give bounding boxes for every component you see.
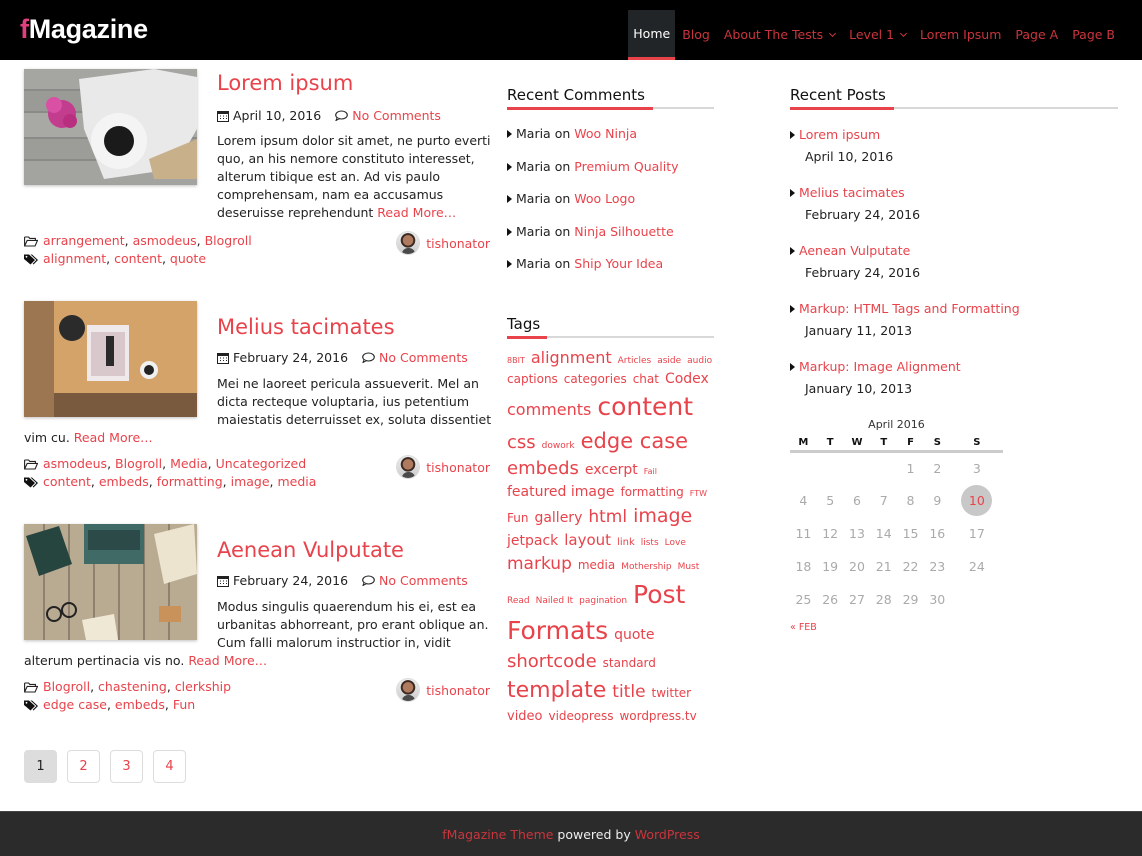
tag-cloud-link[interactable]: Post Formats xyxy=(507,579,686,645)
tags-icon xyxy=(24,254,38,265)
tag-cloud-link[interactable]: Mothership xyxy=(621,561,672,572)
tag-cloud-link[interactable]: comments xyxy=(507,400,592,420)
calendar-weekday: S xyxy=(924,435,951,451)
avatar xyxy=(396,678,420,702)
caret-right-icon xyxy=(790,131,795,139)
comments-link[interactable]: No Comments xyxy=(379,350,468,365)
site-logo[interactable]: fMagazine xyxy=(20,14,148,44)
author-link[interactable]: tishonator xyxy=(426,682,490,698)
calendar-day: 19 xyxy=(822,559,839,574)
comment-icon xyxy=(362,352,375,363)
recent-post-link[interactable]: Lorem ipsum xyxy=(799,127,881,142)
tag-link[interactable]: content xyxy=(114,251,162,266)
category-link[interactable]: arrangement xyxy=(43,233,125,248)
avatar xyxy=(396,231,420,255)
nav-lorem-ipsum[interactable]: Lorem Ipsum xyxy=(920,27,1002,42)
nav-page-a[interactable]: Page A xyxy=(1015,27,1059,42)
tag-cloud-link[interactable]: captions xyxy=(507,372,558,387)
calendar-day: 21 xyxy=(875,559,892,574)
calendar-weekday: F xyxy=(897,435,924,451)
calendar-day: 26 xyxy=(822,592,839,607)
tag-cloud-link[interactable]: video xyxy=(507,708,543,724)
post-taxonomy: Blogroll, chastening, clerkship edge case, embeds, Fun xyxy=(24,678,231,714)
main-nav xyxy=(628,10,1122,60)
post-author[interactable] xyxy=(396,455,490,479)
calendar-day: 4 xyxy=(799,493,808,508)
calendar-day xyxy=(870,451,897,484)
recent-comment-item: Maria on Woo Ninja xyxy=(507,124,714,157)
chevron-down-icon xyxy=(829,30,836,37)
calendar-day: 16 xyxy=(929,526,946,541)
site-footer: fMagazine Theme powered by WordPress xyxy=(0,811,1142,856)
tag-cloud-link[interactable]: dowork xyxy=(541,440,575,451)
calendar-day xyxy=(817,451,844,484)
post-meta xyxy=(217,573,468,588)
comment-icon xyxy=(335,110,348,121)
tag-link[interactable]: alignment xyxy=(43,251,107,266)
wordpress-link[interactable]: WordPress xyxy=(634,827,700,842)
calendar-weekday: T xyxy=(817,435,844,451)
calendar-widget xyxy=(790,418,1003,633)
recent-post-item: Markup: HTML Tags and Formatting January 11, 2013 xyxy=(790,298,1118,342)
post-author[interactable] xyxy=(396,231,490,255)
calendar-day: 25 xyxy=(795,592,812,607)
post-author[interactable] xyxy=(396,678,490,702)
calendar-icon xyxy=(217,110,229,122)
category-link[interactable]: clerkship xyxy=(174,679,232,694)
tag-cloud-link[interactable]: categories xyxy=(563,372,627,387)
tag-cloud-link[interactable]: videopress xyxy=(548,708,614,723)
comment-post-link[interactable]: Woo Logo xyxy=(574,191,636,206)
post-excerpt: Mei ne laoreet pericula assueverit. Mel an dicta recteque voluptaria, ius petentium maiestatis deterruisset ex, soluta dissentiet vim cu. Read More… xyxy=(24,376,492,445)
recent-post-item: Lorem ipsum April 10, 2016 xyxy=(790,124,1118,168)
calendar-day: 9 xyxy=(933,493,942,508)
tag-cloud-link[interactable]: shortcode xyxy=(507,651,597,672)
nav-level-1[interactable]: Level 1 xyxy=(842,10,913,60)
calendar-weekday: S xyxy=(951,435,1003,451)
calendar-caption: April 2016 xyxy=(868,418,925,431)
tag-cloud-link[interactable]: wordpress.tv xyxy=(619,708,697,723)
chevron-down-icon xyxy=(900,30,907,37)
category-link[interactable]: Uncategorized xyxy=(215,456,307,471)
tag-link[interactable]: edge case xyxy=(43,697,107,712)
calendar-day: 7 xyxy=(879,493,888,508)
post-date: February 24, 2016 xyxy=(233,350,349,365)
post-date: February 24, 2016 xyxy=(233,573,349,588)
calendar-weekday: M xyxy=(790,435,817,451)
author-link[interactable]: tishonator xyxy=(426,459,490,475)
calendar-day: 23 xyxy=(929,559,946,574)
calendar-day: 27 xyxy=(849,592,865,607)
comment-post-link[interactable]: Premium Quality xyxy=(574,158,679,174)
tag-cloud-link[interactable]: gallery xyxy=(534,509,583,526)
tag-cloud-link[interactable]: Codex xyxy=(664,371,709,388)
caret-right-icon xyxy=(790,363,795,371)
post-excerpt: Modus singulis quaerendum his ei, est ea urbanitas abhorreant, pro erant oblique an. Cum falli malorum instructior in, vidit alterum pertinacia vis no. Read More… xyxy=(24,599,489,668)
calendar-day: 13 xyxy=(849,526,865,541)
calendar-day: 28 xyxy=(875,592,892,607)
post-meta xyxy=(217,350,468,365)
calendar-weekday: W xyxy=(844,435,871,451)
tag-cloud-link[interactable]: Fun xyxy=(507,510,529,525)
calendar-day xyxy=(790,451,817,484)
page-4[interactable]: 4 xyxy=(153,750,186,783)
calendar-day: 8 xyxy=(906,493,915,508)
tag-cloud-link[interactable]: audio xyxy=(687,356,713,366)
recent-post-link[interactable]: Markup: Image Alignment xyxy=(799,359,961,374)
calendar-day: 29 xyxy=(902,592,919,607)
tag-cloud-link[interactable]: 8BIT xyxy=(507,356,525,365)
calendar-icon xyxy=(217,352,229,364)
tag-cloud-link[interactable]: Articles xyxy=(617,356,652,366)
calendar-weekday: T xyxy=(870,435,897,451)
calendar-day: 3 xyxy=(972,460,981,476)
calendar-day xyxy=(951,583,1003,616)
author-link[interactable]: tishonator xyxy=(426,235,490,251)
caret-right-icon xyxy=(507,130,512,138)
caret-right-icon xyxy=(790,247,795,255)
recent-comment-item: Maria on Woo Logo xyxy=(507,189,714,222)
page-1[interactable]: 1 xyxy=(24,750,57,783)
calendar-prev-month-link[interactable]: « FEB xyxy=(790,622,817,633)
caret-right-icon xyxy=(507,163,512,171)
recent-post-link[interactable]: Aenean Vulputate xyxy=(799,243,911,258)
folder-icon xyxy=(24,236,38,247)
tag-link[interactable]: Fun xyxy=(172,697,196,712)
calendar-day: 24 xyxy=(968,559,985,574)
tag-cloud-link[interactable]: link xyxy=(617,537,635,549)
tag-cloud-link[interactable]: template xyxy=(507,678,607,704)
tag-cloud-link[interactable]: pagination xyxy=(579,595,628,606)
nav-page-b[interactable]: Page B xyxy=(1072,27,1115,42)
recent-comment-item: Maria on Premium Quality xyxy=(507,157,714,190)
nav-about-the-tests[interactable]: About The Tests xyxy=(717,10,842,60)
tag-cloud-link[interactable]: Fail xyxy=(643,467,657,477)
post-card xyxy=(24,524,492,724)
tag-link[interactable]: image xyxy=(230,474,270,489)
tag-cloud-link[interactable]: Love xyxy=(664,538,686,549)
tag-cloud-link[interactable]: layout xyxy=(564,531,612,550)
read-more-link[interactable]: Read More… xyxy=(73,430,153,445)
tag-cloud-link[interactable]: standard xyxy=(602,656,656,670)
tag-cloud-link[interactable]: content xyxy=(597,392,694,422)
category-link[interactable]: Media xyxy=(170,456,208,471)
folder-icon xyxy=(24,459,38,470)
tags-icon xyxy=(24,700,38,711)
tag-cloud-link[interactable]: excerpt xyxy=(584,462,638,479)
post-card xyxy=(24,301,492,501)
calendar-day: 14 xyxy=(875,526,892,541)
folder-icon xyxy=(24,682,38,693)
nav-home[interactable]: Home xyxy=(628,10,675,60)
tag-cloud-link[interactable]: css xyxy=(507,431,536,453)
comment-post-link[interactable]: Ninja Silhouette xyxy=(574,223,674,239)
pagination xyxy=(24,750,186,783)
tag-cloud-link[interactable]: FTW xyxy=(689,489,708,499)
comment-post-link[interactable]: Ship Your Idea xyxy=(574,256,664,271)
recent-post-link[interactable]: Markup: HTML Tags and Formatting xyxy=(799,301,1020,316)
calendar-table xyxy=(790,435,1003,616)
caret-right-icon xyxy=(790,189,795,197)
tag-cloud-link[interactable]: image xyxy=(633,504,693,527)
post-taxonomy: asmodeus, Blogroll, Media, Uncategorized content, embeds, formatting, image, media xyxy=(24,455,316,491)
post-card xyxy=(24,69,492,269)
calendar-today[interactable]: 10 xyxy=(961,485,992,516)
tag-link[interactable]: formatting xyxy=(156,474,223,489)
avatar xyxy=(396,455,420,479)
tag-cloud-link[interactable]: alignment xyxy=(530,348,612,367)
calendar-day: 20 xyxy=(849,559,865,574)
calendar-day: 2 xyxy=(933,460,942,476)
caret-right-icon xyxy=(790,305,795,313)
tag-cloud-link[interactable]: media xyxy=(577,557,616,572)
tag-link[interactable]: embeds xyxy=(98,474,149,489)
calendar-icon xyxy=(217,575,229,587)
tag-cloud-link[interactable]: aside xyxy=(657,356,682,366)
tag-link[interactable]: content xyxy=(43,474,91,489)
calendar-day xyxy=(844,451,871,484)
tags-icon xyxy=(24,477,38,488)
tag-cloud-link[interactable]: html xyxy=(588,506,628,527)
category-link[interactable]: Blogroll xyxy=(204,233,252,248)
recent-post-item: Melius tacimates February 24, 2016 xyxy=(790,182,1118,226)
category-link[interactable]: asmodeus xyxy=(132,233,197,248)
comment-post-link[interactable]: Woo Ninja xyxy=(574,126,638,141)
tag-cloud-link[interactable]: title xyxy=(612,682,646,703)
recent-post-item: Aenean Vulputate February 24, 2016 xyxy=(790,240,1118,284)
widget-title: Tags xyxy=(507,315,717,336)
site-header xyxy=(0,0,1142,60)
calendar-day: 12 xyxy=(822,526,839,541)
caret-right-icon xyxy=(507,228,512,236)
tags-widget xyxy=(507,315,717,727)
tag-cloud-link[interactable]: jetpack xyxy=(507,533,559,550)
read-more-link[interactable]: Read More… xyxy=(188,653,268,668)
tag-cloud xyxy=(507,346,717,727)
recent-comments-widget xyxy=(507,86,714,287)
calendar-day: 30 xyxy=(929,592,946,607)
widget-title: Recent Comments xyxy=(507,86,714,107)
theme-link[interactable]: fMagazine Theme xyxy=(442,827,554,842)
category-link[interactable]: asmodeus xyxy=(43,456,108,471)
tag-cloud-link[interactable]: lists xyxy=(640,538,659,549)
tag-link[interactable]: embeds xyxy=(114,697,165,712)
calendar-day[interactable] xyxy=(951,484,1003,517)
post-title[interactable]: Aenean Vulputate xyxy=(217,538,404,562)
calendar-day: 17 xyxy=(968,526,985,541)
tag-cloud-link[interactable]: edge case xyxy=(580,428,689,453)
caret-right-icon xyxy=(507,260,512,268)
recent-post-link[interactable]: Melius tacimates xyxy=(799,185,905,200)
page-2[interactable]: 2 xyxy=(67,750,100,783)
tag-cloud-link[interactable]: quote xyxy=(614,626,655,643)
tag-cloud-link[interactable]: featured image xyxy=(507,484,615,501)
recent-comment-item: Maria on Ship Your Idea xyxy=(507,254,714,287)
calendar-day: 5 xyxy=(826,493,835,508)
post-meta xyxy=(217,108,441,123)
post-date: April 10, 2016 xyxy=(233,108,322,123)
calendar-day: 11 xyxy=(795,526,812,541)
calendar-day: 1 xyxy=(906,460,915,476)
recent-posts-widget xyxy=(790,86,1118,414)
widget-title: Recent Posts xyxy=(790,86,1118,107)
post-taxonomy: arrangement, asmodeus, Blogroll alignment, content, quote xyxy=(24,232,252,268)
comments-link[interactable]: No Comments xyxy=(379,573,468,588)
tag-cloud-link[interactable]: Nailed It xyxy=(535,595,574,606)
tag-link[interactable]: media xyxy=(277,474,317,489)
read-more-link[interactable]: Read More… xyxy=(377,205,457,220)
page-3[interactable]: 3 xyxy=(110,750,143,783)
recent-comment-item: Maria on Ninja Silhouette xyxy=(507,222,714,255)
recent-post-item: Markup: Image Alignment January 10, 2013 xyxy=(790,356,1118,400)
tag-cloud-link[interactable]: Must Read xyxy=(507,561,700,606)
tag-cloud-link[interactable]: twitter xyxy=(651,686,692,701)
comments-link[interactable]: No Comments xyxy=(352,108,441,123)
post-title[interactable]: Melius tacimates xyxy=(217,315,395,339)
calendar-day: 15 xyxy=(902,526,919,541)
tag-link[interactable]: quote xyxy=(169,251,207,266)
tag-cloud-link[interactable]: markup xyxy=(507,553,572,574)
category-link[interactable]: Blogroll xyxy=(43,679,91,694)
comment-icon xyxy=(362,575,375,586)
post-title[interactable]: Lorem ipsum xyxy=(217,71,354,95)
calendar-day: 18 xyxy=(795,559,812,574)
post-excerpt: Lorem ipsum dolor sit amet, ne purto everti quo, an his nemore constituto interesset, alterum tibique est an. Ad vis paulo comprehensam, nam ea accusamus deseruisse reprehendunt Read More… xyxy=(217,133,491,220)
caret-right-icon xyxy=(507,195,512,203)
calendar-day: 22 xyxy=(902,559,919,574)
category-link[interactable]: chastening xyxy=(98,679,167,694)
tag-cloud-link[interactable]: embeds xyxy=(507,458,579,480)
tag-cloud-link[interactable]: chat xyxy=(632,372,659,387)
tag-cloud-link[interactable]: formatting xyxy=(620,485,684,500)
nav-blog[interactable]: Blog xyxy=(682,27,710,42)
calendar-day: 6 xyxy=(852,493,861,508)
category-link[interactable]: Blogroll xyxy=(115,456,163,471)
